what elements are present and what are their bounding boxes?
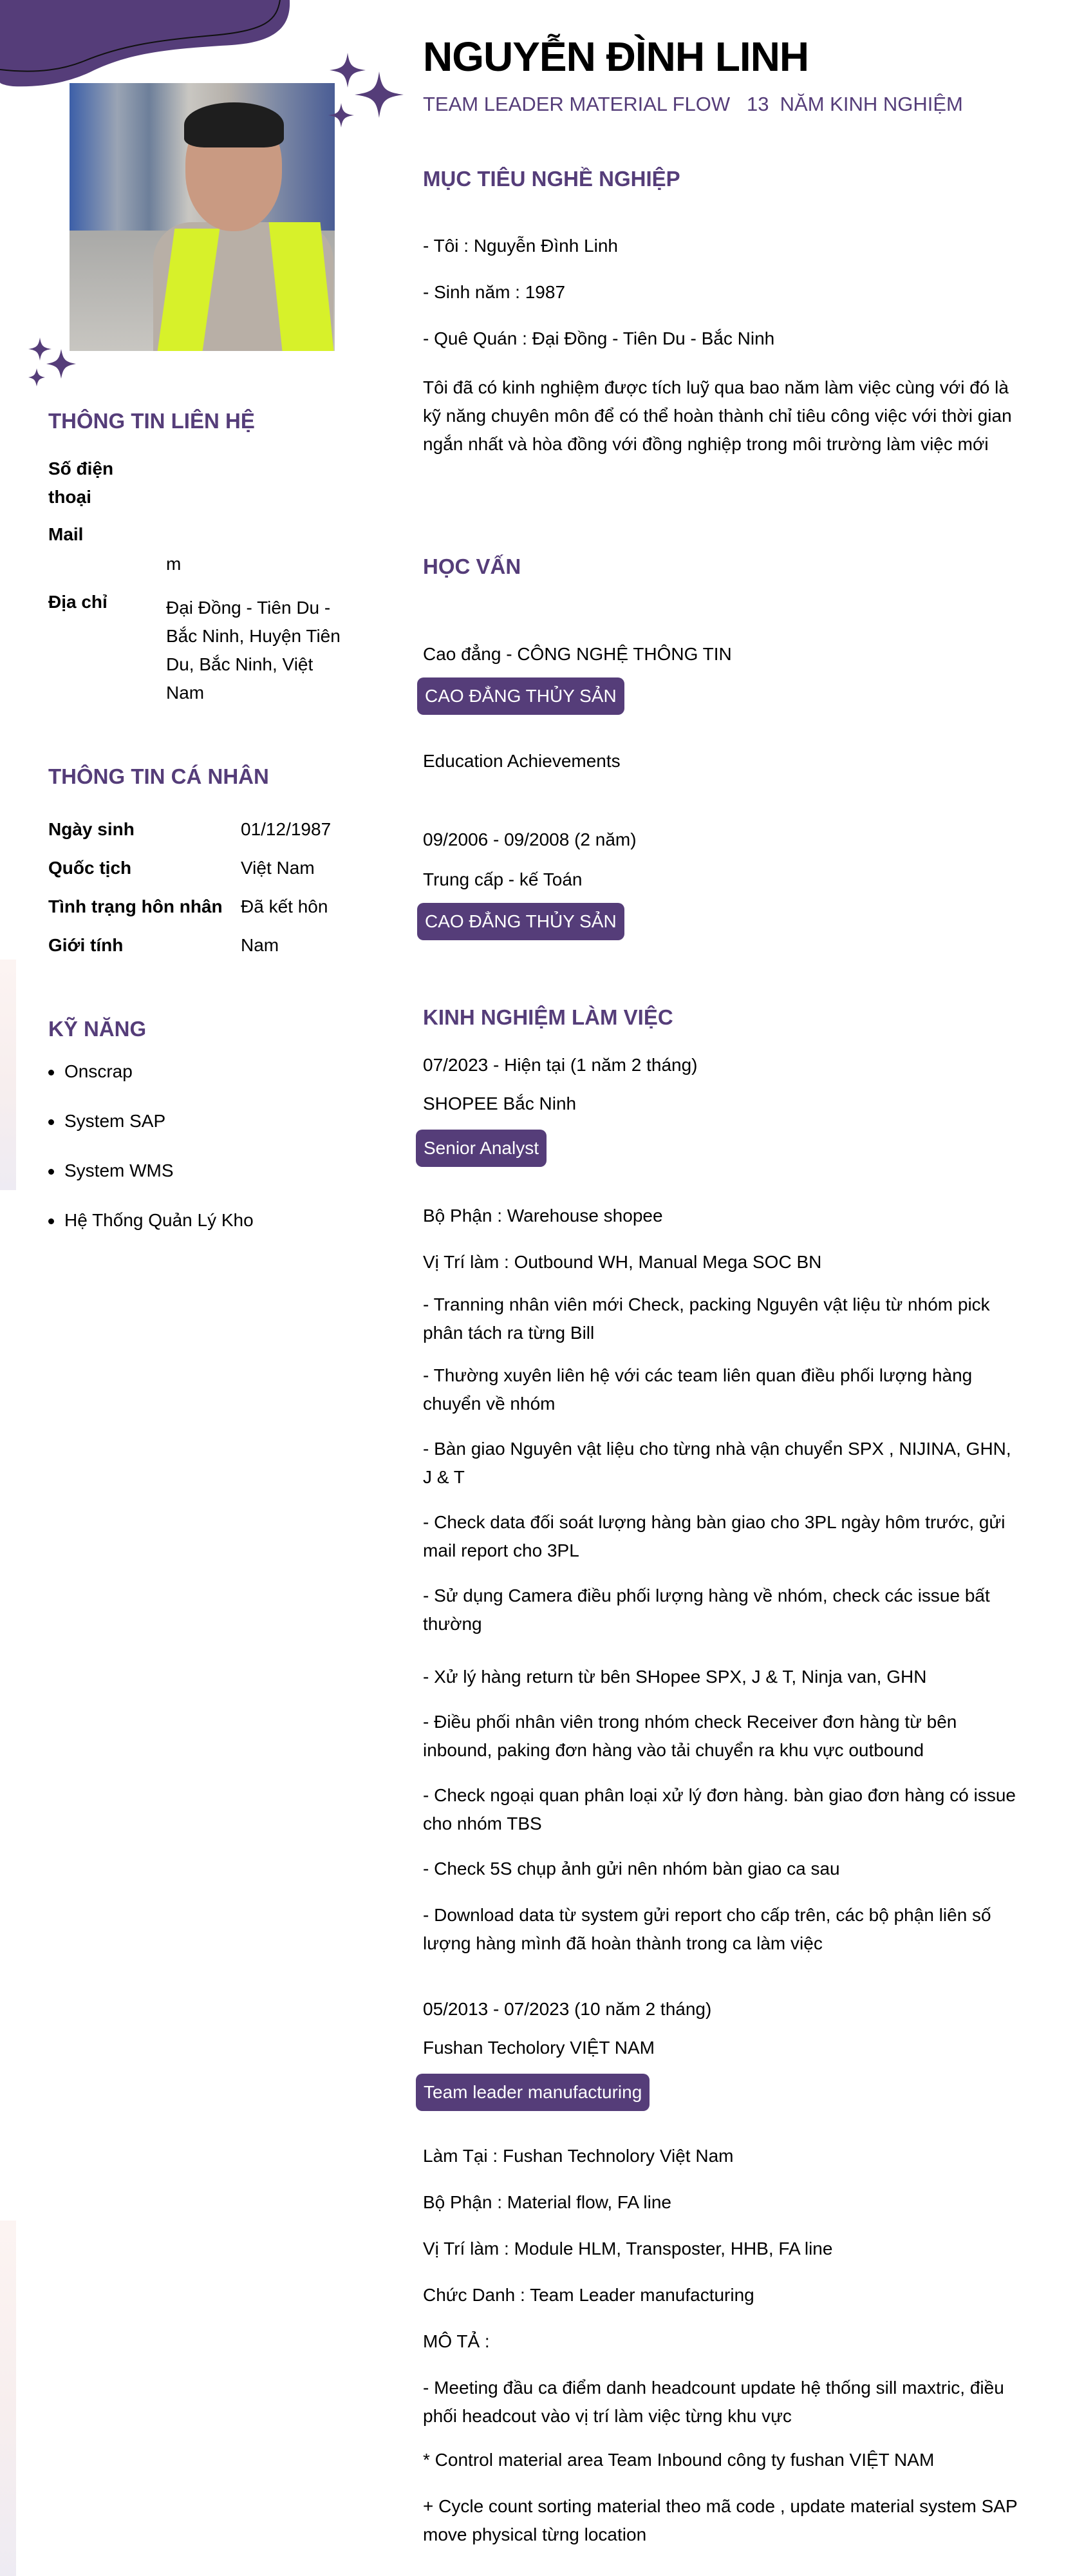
profile-photo: [70, 83, 335, 351]
decorative-strip: [0, 2221, 16, 2576]
job-detail: Vị Trí làm : Outbound WH, Manual Mega SOC BN: [423, 1252, 822, 1272]
objective-paragraph: Tôi đã có kinh nghiệm được tích luỹ qua bao năm làm việc cùng với đó là kỹ năng chuyên môn để có thể hoàn thành chỉ tiêu công việc với thời gian ngắn nhất và hòa đồng với đồng nghiệp trong môi trường làm việc mới: [423, 377, 1012, 454]
job-role: Senior Analyst: [416, 1130, 547, 1167]
skill-item: [48, 1157, 254, 1206]
objective-line: - Tôi : Nguyễn Đình Linh: [423, 236, 618, 256]
mail-value[interactable]: m: [166, 554, 182, 574]
birthdate-value: 01/12/1987: [241, 819, 332, 839]
skill-label: System WMS: [64, 1160, 174, 1180]
objective-line: - Sinh năm : 1987: [423, 282, 566, 302]
skills-list: [48, 1057, 254, 1256]
personal-row: [48, 931, 279, 970]
job-detail: Bộ Phận : Material flow, FA line: [423, 2192, 671, 2212]
skill-item: [48, 1206, 254, 1256]
bullet-icon: [48, 1119, 54, 1125]
bullet-icon: [48, 1070, 54, 1075]
personal-info-table: [48, 815, 332, 970]
education-period: 09/2006 - 09/2008 (2 năm): [423, 829, 637, 849]
job-detail: - Meeting đầu ca điểm danh headcount update hệ thống sill maxtric, điều phối headcout vào vị trí làm việc từng khu vực: [423, 2378, 1004, 2426]
education-degree: Trung cấp - kế Toán: [423, 869, 583, 889]
job-detail: - Bàn giao Nguyên vật liệu cho từng nhà vận chuyển SPX , NIJINA, GHN, J & T: [423, 1439, 1011, 1487]
decorative-strip: [0, 960, 16, 1190]
job-detail: - Sử dụng Camera điều phối lượng hàng về nhóm, check các issue bất thường: [423, 1586, 990, 1634]
job-detail: + Cycle count sorting material theo mã code , update material system SAP move physical từng location: [423, 2496, 1018, 2544]
personal-section-title: THÔNG TIN CÁ NHÂN: [48, 764, 269, 788]
school-name: CAO ĐẲNG THỦY SẢN: [417, 677, 624, 715]
job-detail: - Check data đối soát lượng hàng bàn giao cho 3PL ngày hôm trước, gửi mail report cho 3PL: [423, 1512, 1005, 1560]
address-label: Địa chỉ: [48, 592, 108, 612]
job-detail: - Xử lý hàng return từ bên SHopee SPX, J & T, Ninja van, GHN: [423, 1667, 927, 1687]
marital-status-label: Tình trạng hôn nhân: [48, 896, 223, 916]
bullet-icon: [48, 1169, 54, 1175]
sparkle-icon: [24, 335, 82, 388]
job-detail: Chức Danh : Team Leader manufacturing: [423, 2285, 754, 2305]
personal-row: [48, 893, 328, 931]
skill-item: [48, 1057, 254, 1107]
job-period: 05/2013 - 07/2023 (10 năm 2 tháng): [423, 1999, 712, 2019]
school-name: CAO ĐẲNG THỦY SẢN: [417, 903, 624, 940]
job-detail: - Check 5S chụp ảnh gửi nên nhóm bàn giao ca sau: [423, 1859, 840, 1879]
job-role-badge: [416, 2074, 650, 2111]
objective-line: - Quê Quán : Đại Đồng - Tiên Du - Bắc Ninh: [423, 328, 775, 348]
education-school-badge: [417, 677, 624, 715]
education-period-redacted: [423, 601, 1025, 621]
header-blob-shape: [0, 0, 296, 90]
objective-section-title: MỤC TIÊU NGHỀ NGHIỆP: [423, 167, 680, 191]
contact-section-title: THÔNG TIN LIÊN HỆ: [48, 409, 255, 433]
personal-row: [48, 854, 315, 893]
skill-label: Hệ Thống Quản Lý Kho: [64, 1210, 254, 1230]
skill-label: Onscrap: [64, 1061, 133, 1081]
job-company: Fushan Techolory VIỆT NAM: [423, 2038, 655, 2058]
candidate-subtitle: TEAM LEADER MATERIAL FLOW 13 NĂM KINH NGHIỆM: [423, 93, 963, 115]
job-detail: - Tranning nhân viên mới Check, packing Nguyên vật liệu từ nhóm pick phân tách ra từng Bill: [423, 1294, 990, 1343]
job-detail: * Control material area Team Inbound công ty fushan VIỆT NAM: [423, 2450, 935, 2470]
job-detail: - Download data từ system gửi report cho cấp trên, các bộ phận liên số lượng hàng mình đã hoàn thành trong ca làm việc: [423, 1905, 991, 1953]
education-achievements: Education Achievements: [423, 751, 621, 771]
job-role: Team leader manufacturing: [416, 2074, 650, 2111]
job-company: SHOPEE Bắc Ninh: [423, 1094, 577, 1113]
skills-section-title: KỸ NĂNG: [48, 1017, 147, 1041]
address-value: Đại Đồng - Tiên Du - Bắc Ninh, Huyện Tiên Du, Bắc Ninh, Việt Nam: [166, 598, 341, 703]
education-degree: Cao đẳng - CÔNG NGHỆ THÔNG TIN: [423, 644, 732, 664]
birthdate-label: Ngày sinh: [48, 819, 135, 839]
gender-label: Giới tính: [48, 935, 124, 955]
gender-value: Nam: [241, 935, 279, 955]
phone-label: Số điện thoại: [48, 459, 114, 507]
job-detail: - Điều phối nhân viên trong nhóm check Receiver đơn hàng từ bên inbound, paking đơn hàng vào tải chuyển ra khu vực outbound: [423, 1712, 957, 1760]
job-role-badge: [416, 1130, 547, 1167]
skill-label: System SAP: [64, 1111, 166, 1131]
experience-section-title: KINH NGHIỆM LÀM VIỆC: [423, 1005, 673, 1029]
job-detail: - Check ngoại quan phân loại xử lý đơn hàng. bàn giao đơn hàng có issue cho nhóm TBS: [423, 1785, 1016, 1833]
personal-row: [48, 815, 332, 854]
marital-status-value: Đã kết hôn: [241, 896, 328, 916]
mail-label: Mail: [48, 524, 84, 544]
job-detail: Bộ Phận : Warehouse shopee: [423, 1206, 663, 1226]
sparkle-icon: [322, 52, 412, 129]
job-detail: - Thường xuyên liên hệ với các team liên quan điều phối lượng hàng chuyển về nhóm: [423, 1365, 973, 1414]
nationality-label: Quốc tịch: [48, 858, 132, 878]
job-detail: Vị Trí làm : Module HLM, Transposter, HHB, FA line: [423, 2239, 833, 2259]
job-detail: MÔ TẢ :: [423, 2331, 490, 2351]
bullet-icon: [48, 1218, 54, 1224]
candidate-name: NGUYỄN ĐÌNH LINH: [423, 33, 809, 80]
education-section-title: HỌC VẤN: [423, 554, 521, 578]
job-detail: Làm Tại : Fushan Technolory Việt Nam: [423, 2146, 734, 2166]
skill-item: [48, 1107, 254, 1157]
job-period: 07/2023 - Hiện tại (1 năm 2 tháng): [423, 1055, 698, 1075]
education-school-badge: [417, 903, 624, 940]
nationality-value: Việt Nam: [241, 858, 315, 878]
